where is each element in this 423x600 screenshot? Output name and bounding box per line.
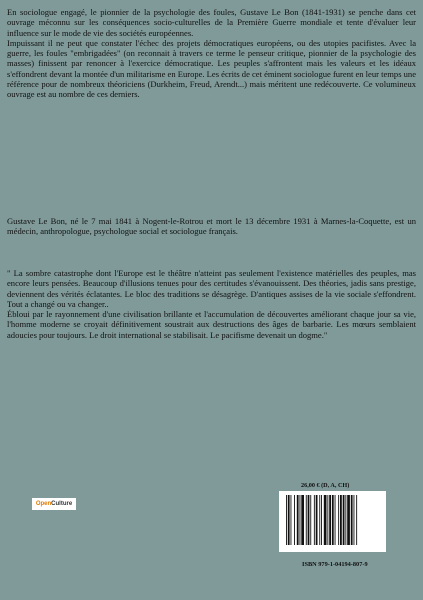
publisher-logo (32, 498, 76, 510)
barcode-bar (356, 495, 357, 545)
summary-paragraph: Impuissant il ne peut que constater l'échec des projets démocratiques européens, ou des utopies pacifistes. Avec la guerre, les foules "embrigadées" (on reconnait à travers ce terme le penseur critique, pionnier de la psychologie des masses) finissent par renoncer à l'exercice démocratique. Les peuples s'affrontent mais les valeurs et les idéaux s'effondrent devant la montée d'un militarisme en Europe. Les écrits de cet éminent sociologue furent en leur temps une référence pour de nombreux théoriciens (Durkheim, Freud, Arendt...) mais méritent une redécouverte. Ce volumineux ouvrage est au nombre de ces derniers. (7, 37, 417, 100)
barcode-bar (288, 495, 290, 545)
barcode-bar (319, 495, 320, 545)
barcode-bar (345, 495, 346, 545)
barcode-bar (354, 495, 355, 545)
barcode-bar (329, 495, 331, 545)
barcode (279, 491, 386, 552)
barcode-bar (332, 495, 334, 545)
isbn-label: ISBN 979-1-04194-807-9 (302, 561, 368, 568)
barcode-bar (306, 495, 307, 545)
barcode-bar (286, 495, 287, 545)
barcode-bar (335, 495, 336, 545)
barcode-bars (284, 495, 381, 545)
author-bio (7, 216, 416, 237)
barcode-bar (297, 495, 299, 545)
barcode-bar (327, 495, 328, 545)
barcode-bar (308, 495, 310, 545)
barcode-bar (316, 495, 318, 545)
publisher-logo-culture: Culture (51, 501, 73, 507)
barcode-bar (300, 495, 301, 545)
barcode-bar (338, 495, 339, 545)
quote-paragraph: Ébloui par le rayonnement d'une civilisation brillante et l'accumulation de découvertes améliorant chaque jour sa vie, l'homme moderne se croyait définitivement soustrait aux destructions des âges de barbarie. Les mœurs semblaient adoucies pour toujours. Le droit international se stabilisait. Le pacifisme devenait un dogme." (7, 309, 416, 340)
barcode-bar (294, 495, 295, 545)
barcode-bar (301, 495, 304, 545)
quote-paragraph: " La sombre catastrophe dont l'Europe est le théâtre n'atteint pas seulement l'existence matérielles des peuples, mas encore leurs pensées. Beaucoup d'illusions tenues pour des certitudes s'évanouissent. Des théories, jadis sans prestige, deviennent des vérités éclatantes. Le bloc des traditions se désagrège. D'antiques assises de la vie sociale s'effondrent. Tout a changé ou va changer.. (7, 268, 416, 309)
summary-text (7, 7, 416, 100)
barcode-bar (321, 495, 322, 545)
publisher-logo-open: Open (35, 501, 52, 507)
barcode-bar (324, 495, 327, 545)
barcode-bar (291, 495, 292, 545)
barcode-bar (351, 495, 353, 545)
barcode-bar (340, 495, 342, 545)
author-bio-text: Gustave Le Bon, né le 7 mai 1841 à Nogent-le-Rotrou et mort le 13 décembre 1931 à Marnes-la-Coquette, est un médecin, anthropologue, psychologue social et sociologue français. (7, 216, 416, 237)
book-quote (7, 268, 416, 340)
summary-paragraph: En sociologue engagé, le pionnier de la psychologie des foules, Gustave Le Bon (1841-1931) se penche dans cet ouvrage méconnu sur les conséquences socio-culturelles de la Première Guerre mondiale et tente d'évaluer leur influence sur le mode de vie des sociétés européennes. (7, 7, 416, 38)
barcode-bar (347, 495, 350, 545)
barcode-bar (343, 495, 345, 545)
price-label: 26,00 € (D, A, CH) (301, 482, 350, 489)
barcode-bar (314, 495, 315, 545)
barcode-bar (310, 495, 311, 545)
